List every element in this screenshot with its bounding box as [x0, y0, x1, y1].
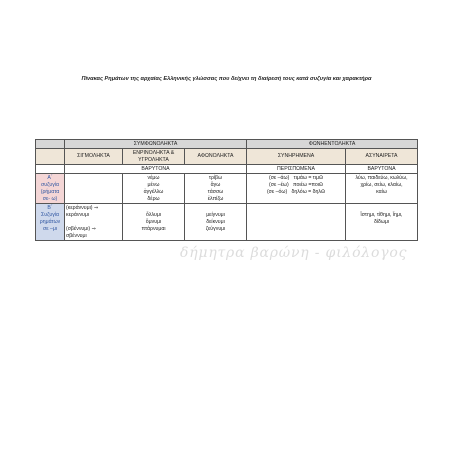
verb-item: καίω	[376, 188, 387, 195]
subheader-row	[36, 149, 418, 165]
subheader-mute: ΑΦΩΝΟΛΗΚΤΑ	[185, 149, 247, 165]
verb-spacer	[124, 205, 183, 212]
double-arrow-icon: ⇒	[91, 225, 96, 232]
subheader-uncontracted: ΑΣΥΝΑΙΡΕΤΑ	[346, 149, 418, 165]
first-conjugation-label: Α΄ συζυγία (ρήματα σε- ω)	[36, 174, 65, 204]
verb-item: μείγνυμι	[206, 211, 225, 218]
subheader-blank-cell	[36, 149, 65, 165]
page-title: Πίνακας Ρημάτων της αρχαίας Ελληνικής γλώσσας που δείχνει τη διαίρεσή τους κατά συζυγία και χαρακτήρα	[81, 76, 372, 82]
sigmatic-entry: κεράννυμι	[66, 211, 90, 218]
contracted-row: (σε –έω) ποιέω =ποιῶ	[269, 181, 323, 188]
verb-item: ἵστημι, τίθημι, ἵημι,	[360, 211, 403, 218]
corner-cell	[36, 140, 65, 149]
group-header-consonant: ΣΥΜΦΩΝΟΛΗΚΤΑ	[65, 140, 247, 149]
first-sigmatic-cell	[65, 174, 123, 204]
second-sigmatic-verbs	[65, 204, 123, 241]
verb-item: ἄγω	[210, 181, 221, 188]
sigmatic-spacer	[66, 219, 121, 226]
verb-conjugation-table	[35, 139, 418, 241]
double-arrow-icon: ⇒	[93, 204, 99, 211]
second-conjugation-label: Β΄ Συζυγία ρημάτων σε –μι	[36, 204, 65, 241]
type-barytone-vowel: ΒΑΡΥΤΟΝΑ	[346, 165, 418, 174]
verb-item: δείκνυμι	[206, 218, 225, 225]
subheader-liquid	[123, 149, 185, 165]
verb-spacer	[347, 205, 416, 212]
verb-item: δέρω	[147, 195, 160, 202]
verb-item: δίδωμι	[373, 218, 390, 225]
type-barytone-consonant: ΒΑΡΥΤΟΝΑ	[65, 165, 247, 174]
first-liquid-verbs	[123, 174, 185, 204]
verb-item: ὄλλυμι	[146, 211, 161, 218]
first-conjugation-row	[36, 174, 418, 204]
verb-item: νέμω	[147, 174, 160, 181]
verb-item: λύω, παιδεύω, κωλύω,	[355, 174, 408, 181]
sigmatic-entry: σβέννυμι	[66, 232, 87, 239]
first-mute-verbs	[185, 174, 247, 204]
type-blank-cell	[36, 165, 65, 174]
second-mute-verbs	[185, 204, 247, 241]
verb-item: πτάρνυμαι	[141, 225, 166, 232]
contracted-row: (σε –άω) τιμάω = τιμῶ	[268, 174, 324, 181]
verb-item: ὄμνυμι	[145, 218, 162, 225]
verb-item: μένω	[147, 181, 160, 188]
second-uncontracted-verbs	[346, 204, 418, 241]
verb-spacer	[186, 205, 245, 212]
type-perispomena: ΠΕΡΙΣΠΩΜΕΝΑ	[247, 165, 346, 174]
subheader-contracted: ΣΥΝΗΡΗΜΕΝΑ	[247, 149, 346, 165]
subheader-liquid-line2: ΥΓΡΟΛΗΚΤΑ	[138, 156, 169, 163]
subheader-liquid-line1: ΕΝΡΙΝΟΛΗΚΤΑ &	[132, 149, 175, 156]
verb-type-row	[36, 165, 418, 174]
watermark-text: δήμητρα βαρώνη - φιλόλογος	[180, 245, 408, 261]
verb-item: τρίβω	[208, 174, 223, 181]
verb-item: χρίω, σείω, κλαίω,	[360, 181, 403, 188]
verb-item: ἀγγέλλω	[143, 188, 164, 195]
contracted-row: (σε –όω) δηλόω = δηλῶ	[266, 188, 326, 195]
sigmatic-entry: (σβέννυμι) ⇒	[66, 225, 96, 232]
first-contracted-verbs	[247, 174, 346, 204]
second-liquid-verbs	[123, 204, 185, 241]
second-conjugation-row	[36, 204, 418, 241]
group-header-row	[36, 140, 418, 149]
sigmatic-entry: (κεράννυμι) ⇒	[66, 204, 99, 211]
subheader-sigmatic: ΣΙΓΜΟΛΗΚΤΑ	[65, 149, 123, 165]
verb-item: ἐλπίζω	[207, 195, 224, 202]
first-uncontracted-verbs	[346, 174, 418, 204]
verb-item: τάσσω	[207, 188, 224, 195]
verb-item: ζεύγνυμι	[205, 225, 226, 232]
group-header-vowel: ΦΩΝΗΕΝΤΟΛΗΚΤΑ	[247, 140, 418, 149]
second-contracted-cell	[247, 204, 346, 241]
